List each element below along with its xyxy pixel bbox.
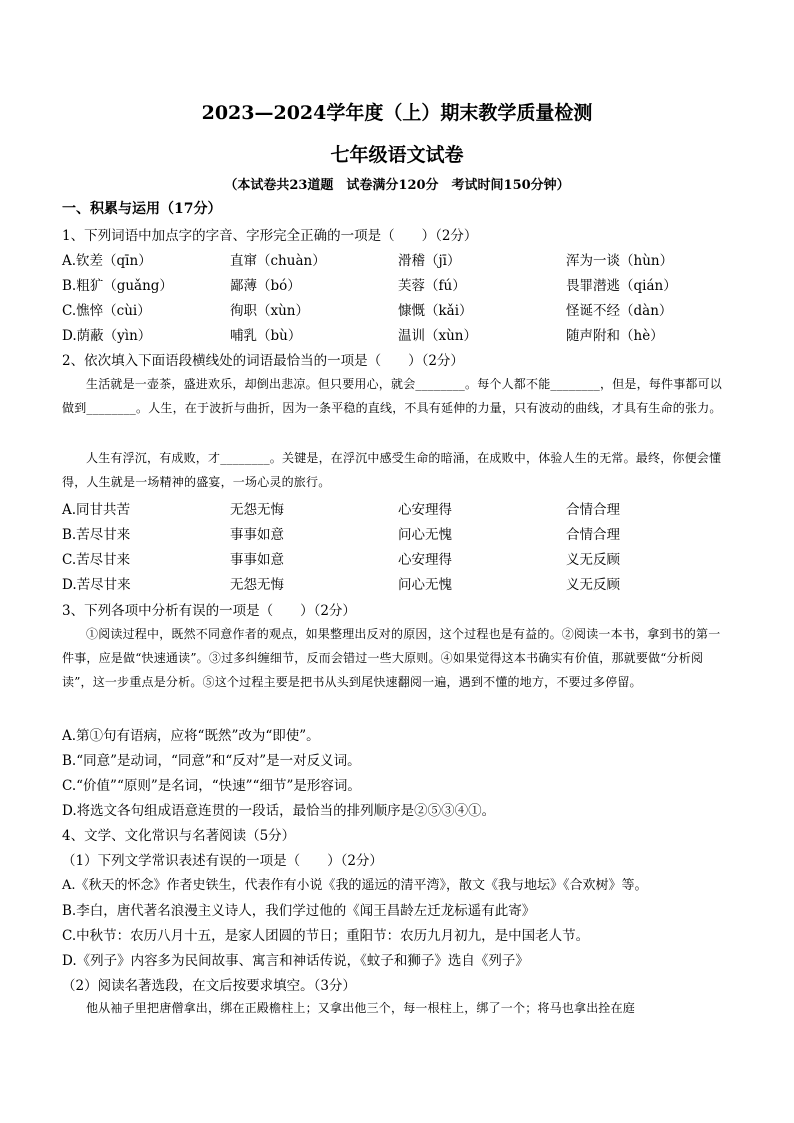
option-cell: 滑稽（jī） (398, 253, 461, 269)
question-2-passage-2: 人生有浮沉，有成败，才________。关键是，在浮沉中感受生命的暗涌，在成败中，体验人生的无常。最终，你便会懂得，人生就是一场精神的盛宴，一场心灵的旅行。 (62, 451, 722, 489)
option-cell: 芙蓉（fú） (398, 278, 466, 294)
option-row-d (62, 324, 702, 349)
option-row-b (62, 523, 702, 548)
option-cell: 直窜（chuàn） (230, 253, 326, 269)
option-row-a (62, 249, 702, 274)
option-row-c (62, 299, 702, 324)
question-4-option-b: B.李白，唐代著名浪漫主义诗人，我们学过他的《闻王昌龄左迁龙标遥有此寄》 (62, 903, 536, 919)
option-cell: 无怨无悔 (230, 502, 284, 518)
option-cell: C.憔悴（cùi） (62, 303, 151, 319)
option-cell: 怪诞不经（dàn） (566, 303, 673, 319)
question-4-option-d: D.《列子》内容多为民间故事、寓言和神话传说，《蚊子和狮子》选自《列子》 (62, 953, 529, 969)
question-2-passage-1: 生活就是一壶茶，盛进欢乐，却倒出悲凉。但只要用心，就会________。每个人都不能________，但是，每件事都可以做到________。人生，在于波折与曲折，因为一条平稳的直线，不具有延伸的力量，只有波动的曲线，才具有生命的张力。 (62, 377, 723, 415)
option-cell: 心安理得 (398, 552, 452, 568)
option-cell: 鄙薄（bó） (230, 278, 301, 294)
option-cell: A.钦差（qīn） (62, 253, 152, 269)
question-4-option-a: A.《秋天的怀念》作者史铁生，代表作有小说《我的遥远的清平湾》，散文《我与地坛》《合欢树》等。 (62, 878, 648, 893)
option-cell: D.荫蔽（yìn） (62, 328, 152, 344)
question-3-stem: 3、下列各项中分析有误的一项是（ ）（2分） (62, 603, 356, 619)
question-2-options (62, 498, 702, 598)
option-cell: 问心无愧 (398, 527, 452, 543)
option-cell: C.苦尽甘来 (62, 552, 131, 568)
option-cell: 事事如意 (230, 552, 284, 568)
option-cell: 无怨无悔 (230, 577, 284, 593)
option-cell: 事事如意 (230, 527, 284, 543)
option-row-a (62, 498, 702, 523)
option-cell: 温训（xùn） (398, 328, 478, 344)
question-4-stem: 4、文学、文化常识与名著阅读（5分） (62, 828, 296, 844)
option-cell: B.粗犷（guǎng） (62, 278, 173, 294)
question-1-stem: 1、下列词语中加点字的字音、字形完全正确的一项是（ ）（2分） (62, 228, 478, 244)
option-row-b (62, 274, 702, 299)
question-4-option-c: C.中秋节：农历八月十五，是家人团圆的节日；重阳节：农历九月初九，是中国老人节。 (62, 928, 590, 944)
option-row-d (62, 573, 702, 598)
option-cell: 心安理得 (398, 502, 452, 518)
question-3-option-a: A.第①句有语病，应将“既然”改为“即使”。 (62, 728, 320, 744)
option-cell: 随声附和（hè） (566, 328, 664, 344)
question-3-passage: ①阅读过程中，既然不同意作者的观点，如果整理出反对的原因，这个过程也是有益的。②阅读一本书，拿到书的第一件事，应是做“快速通读”。③过多纠缠细节，反而会错过一些大原则。④如果觉得这本书确实有价值，那就要做“分析阅读”，这一步重点是分析。⑤这个过程主要是把书从头到尾快速翻阅一遍，遇到不懂的地方，不要过多停留。 (62, 627, 721, 689)
question-4-passage: 他从袖子里把唐僧拿出，绑在正殿檐柱上；又拿出他三个，每一根柱上，绑了一个；将马也拿出拴在庭 (86, 1001, 636, 1015)
option-cell: 慷慨（kǎi） (398, 303, 473, 319)
option-cell: 徇职（xùn） (230, 303, 310, 319)
exam-subtitle: 七年级语文试卷 (330, 144, 464, 166)
question-4-sub-1: （1）下列文学常识表述有误的一项是（ ）（2分） (62, 853, 383, 869)
question-2-stem: 2、依次填入下面语段横线处的词语最恰当的一项是（ ）（2分） (62, 353, 464, 369)
section-heading: 一、积累与运用（17分） (62, 201, 222, 217)
question-3-option-b: B.“同意”是动词，“同意”和“反对”是一对反义词。 (62, 753, 361, 769)
option-cell: 浑为一谈（hùn） (566, 253, 674, 269)
option-cell: D.苦尽甘来 (62, 577, 131, 593)
exam-title: 2023—2024学年度（上）期末教学质量检测 (201, 102, 593, 124)
question-4-sub-2: （2）阅读名著选段，在文后按要求填空。（3分） (62, 978, 356, 994)
exam-info: （本试卷共23道题 试卷满分120分 考试时间150分钟） (224, 178, 570, 193)
option-cell: B.苦尽甘来 (62, 527, 131, 543)
option-cell: 合情合理 (566, 502, 620, 518)
question-3-option-d: D.将选文各句组成语意连贯的一段话，最恰当的排列顺序是②⑤③④①。 (62, 803, 496, 819)
question-1-options (62, 249, 702, 349)
option-cell: 畏罪潜逃（qián） (566, 278, 677, 294)
option-cell: 问心无愧 (398, 577, 452, 593)
option-row-c (62, 548, 702, 573)
option-cell: 义无反顾 (566, 577, 620, 593)
option-cell: A.同甘共苦 (62, 502, 131, 518)
option-cell: 义无反顾 (566, 552, 620, 568)
question-3-option-c: C.“价值”“原则”是名词，“快速”“细节”是形容词。 (62, 778, 361, 794)
option-cell: 合情合理 (566, 527, 620, 543)
option-cell: 哺乳（bù） (230, 328, 302, 344)
